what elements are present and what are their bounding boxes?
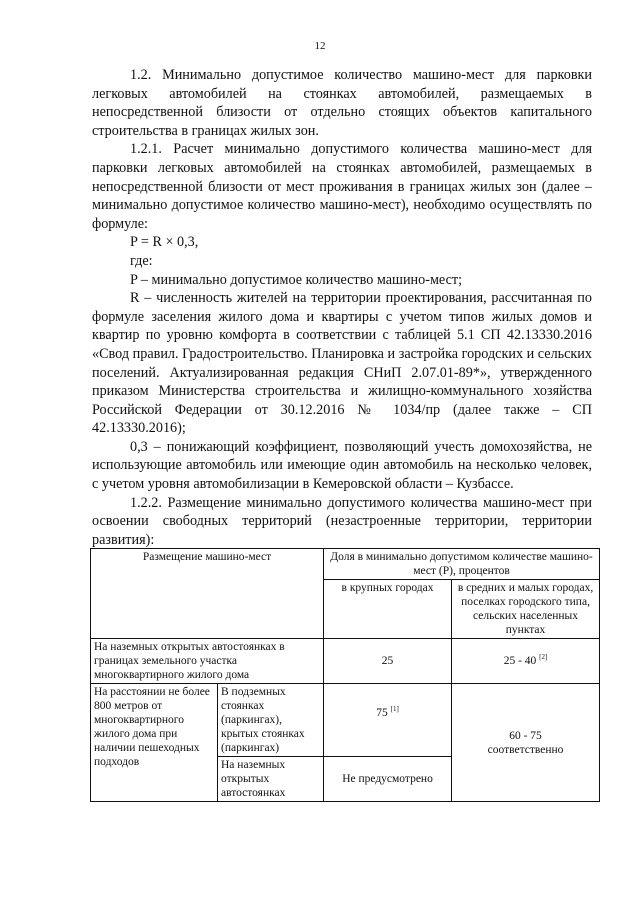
- row2-small-value: [452, 684, 600, 802]
- paragraph-1-2-2: 1.2.2. Размещение минимально допустимого количества машино-мест при освоении свободных территорий (незастроенные территории, территории развития):: [92, 494, 592, 548]
- definition-r: R – численность жителей на территории проектирования, рассчитанная по формуле заселения жилого дома и квартиры с учетом типов жилых домов и квартир по уровню комфорта в соответствии с таблицей 5.1 СП 42.13330.2016 «Свод правил. Градостроительство. Планировка и застройка городских и сельских поселений. Актуализированная редакция СНиП 2.07.01-89*», утвержденного приказом Министерства строительства и жилищно-коммунального хозяйства Российской Федерации от 30.12.2016 № 1034/пр (далее также – СП 42.13330.2016);: [92, 290, 592, 437]
- page-number: 12: [314, 40, 326, 52]
- row1-large-value: 25: [324, 639, 452, 684]
- paragraph-1-2-1: 1.2.1. Расчет минимально допустимого количества машино-мест для парковки легковых автомобилей на стоянках автомобилей, размещаемых в непосредственной близости от мест проживания в границах жилых зон (далее – минимально допустимое количество машино-мест), необходимо осуществлять по формуле:: [92, 141, 592, 232]
- subheader-small-cities: в средних и малых городах, поселках городского типа, сельских населенных пунктах: [452, 580, 600, 639]
- row2b-label: На наземных открытых автостоянках: [218, 757, 324, 802]
- table-row: [91, 639, 600, 684]
- row2-small-range: 60 - 75: [509, 729, 542, 742]
- subheader-large-cities: в крупных городах: [324, 580, 452, 639]
- row2b-large-value: Не предусмотрено: [324, 757, 452, 802]
- paragraph-1-2: 1.2. Минимально допустимое количество машино-мест для парковки легковых автомобилей на стоянках автомобилей, размещаемых в непосредственной близости от отдельно стоящих объектов капитального строительства в границах жилых зон.: [92, 67, 592, 139]
- row2a-large-text: 75: [376, 707, 388, 719]
- formula-where: где:: [130, 252, 153, 269]
- header-share: Доля в минимально допустимом количестве машино-мест (Р), процентов: [324, 549, 600, 580]
- definition-coefficient: 0,3 – понижающий коэффициент, позволяющий учесть домохозяйства, не использующие автомобиль или имеющие один автомобиль на несколько человек, с учетом уровня автомобилизации в Кемеровской области – Кузбассе.: [92, 438, 592, 493]
- row2-group-label: На расстоянии не более 800 метров от многоквартирного жилого дома при наличии пешеходных подходов: [91, 684, 218, 802]
- table-header-row: [91, 549, 600, 580]
- footnote-ref-1: [1]: [390, 705, 399, 714]
- parking-allocation-table: [90, 548, 600, 802]
- document-body: [92, 66, 592, 549]
- row1-small-text: 25 - 40: [503, 655, 537, 667]
- row1-label: На наземных открытых автостоянках в границах земельного участка многоквартирного жилого дома: [91, 639, 324, 684]
- row2a-large-value: [324, 684, 452, 757]
- table-row: [91, 684, 600, 757]
- definition-p: P – минимально допустимое количество машино-мест;: [130, 271, 463, 288]
- formula: P = R × 0,3,: [130, 234, 199, 251]
- header-placement: Размещение машино-мест: [91, 549, 324, 639]
- footnote-ref-2: [2]: [539, 653, 548, 662]
- row2a-label: В подземных стоянках (паркингах), крытых стоянках (паркингах): [218, 684, 324, 757]
- row1-small-value: [452, 639, 600, 684]
- row2-small-suffix: соответственно: [487, 743, 564, 756]
